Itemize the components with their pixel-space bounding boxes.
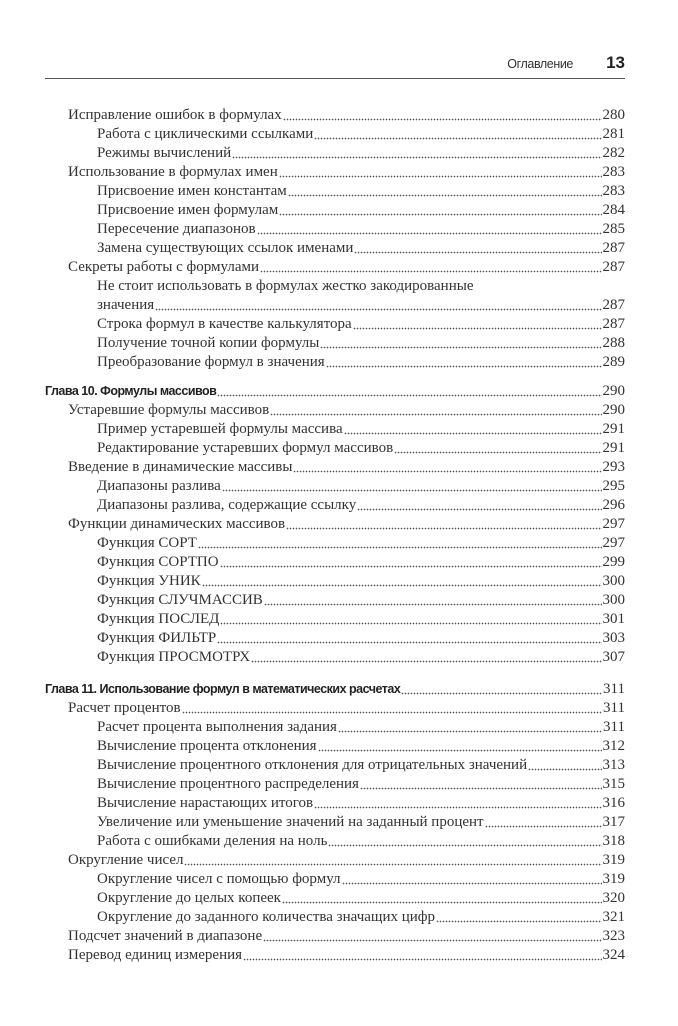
dot-leader — [286, 527, 601, 530]
toc-page-number: 291 — [602, 440, 625, 456]
dot-leader — [270, 413, 601, 416]
toc-entry[interactable] — [45, 401, 625, 420]
toc-entry[interactable] — [45, 699, 625, 718]
toc-entry[interactable] — [45, 572, 625, 591]
toc-entry[interactable] — [45, 813, 625, 832]
toc-entry-title: значения — [97, 297, 155, 313]
toc-entry-title: Функция ФИЛЬТР — [97, 630, 217, 646]
toc-entry-title: Функция УНИК — [97, 573, 201, 589]
toc-entry-title: Округление чисел — [68, 852, 184, 868]
toc-section-chapter10 — [45, 382, 625, 667]
page-number: 13 — [606, 53, 625, 72]
toc-page-number: 318 — [602, 833, 625, 849]
toc-entry-title: Исправление ошибок в формулах — [68, 107, 282, 123]
toc-page-number: 293 — [602, 459, 625, 475]
dot-leader — [232, 156, 601, 159]
dot-leader — [314, 806, 601, 809]
toc-entry-title: Функция СОРТ — [97, 535, 197, 551]
dot-leader — [436, 920, 602, 923]
dot-leader — [320, 346, 601, 349]
toc-page-number: 311 — [603, 719, 625, 735]
toc-page-number: 303 — [602, 630, 625, 646]
toc-entry[interactable] — [45, 946, 625, 965]
dot-leader — [344, 432, 602, 435]
dot-leader — [217, 394, 601, 397]
toc-entry-title: Замена существующих ссылок именами — [97, 240, 354, 256]
toc-entry[interactable] — [45, 201, 625, 220]
toc-page-number: 290 — [602, 383, 625, 399]
dot-leader — [293, 470, 601, 473]
toc-entry-title: Не стоит использовать в формулах жестко закодированные — [97, 278, 474, 294]
toc-entry-title: Пересечение диапазонов — [97, 221, 256, 237]
toc-entry-title: Присвоение имен формулам — [97, 202, 279, 218]
toc-page-number: 287 — [602, 259, 625, 275]
toc-entry-title: Вычисление процента отклонения — [97, 738, 317, 754]
dot-leader — [198, 546, 602, 549]
dot-leader — [357, 508, 601, 511]
toc-entry[interactable] — [45, 553, 625, 572]
toc-entry[interactable] — [45, 832, 625, 851]
toc-page-number: 290 — [602, 402, 625, 418]
toc-entry[interactable] — [45, 794, 625, 813]
toc-section-chapter9-continued — [45, 106, 625, 372]
dot-leader — [283, 118, 602, 121]
toc-section-chapter11 — [45, 680, 625, 965]
toc-entry-title: Диапазоны разлива, содержащие ссылку — [97, 497, 357, 513]
toc-page-number: 283 — [602, 183, 625, 199]
dot-leader — [182, 711, 603, 714]
dot-leader — [282, 901, 602, 904]
toc-entry-title: Функция ПОСЛЕД — [97, 611, 220, 627]
dot-leader — [360, 787, 602, 790]
running-header-title: Оглавление — [507, 57, 573, 71]
toc-entry[interactable] — [45, 144, 625, 163]
dot-leader — [202, 584, 602, 587]
toc-entry-title: Секреты работы с формулами — [68, 259, 260, 275]
toc-entry[interactable] — [45, 908, 625, 927]
toc-page-number: 288 — [602, 335, 625, 351]
toc-entry-title: Введение в динамические массивы — [68, 459, 293, 475]
toc-entry[interactable] — [45, 534, 625, 553]
toc-entry[interactable] — [45, 629, 625, 648]
dot-leader — [354, 251, 601, 254]
toc-page-number: 287 — [602, 297, 625, 313]
toc-entry[interactable] — [45, 163, 625, 182]
toc-entry[interactable] — [45, 220, 625, 239]
dot-leader — [220, 565, 602, 568]
toc-entry-title: Функция ПРОСМОТРХ — [97, 649, 251, 665]
toc-page-number: 300 — [602, 592, 625, 608]
toc-entry-title: Округление чисел с помощью формул — [97, 871, 341, 887]
dot-leader — [318, 749, 602, 752]
toc-page-number: 323 — [602, 928, 625, 944]
toc-entry-title: Увеличение или уменьшение значений на заданный процент — [97, 814, 484, 830]
toc-page-number: 297 — [602, 516, 625, 532]
dot-leader — [222, 489, 602, 492]
toc-entry[interactable] — [45, 927, 625, 946]
toc-entry-title: Получение точной копии формулы — [97, 335, 320, 351]
toc-page-number: 289 — [602, 354, 625, 370]
toc-entry[interactable] — [45, 851, 625, 870]
toc-entry[interactable] — [45, 334, 625, 353]
toc-entry-title: Глава 11. Использование формул в математических расчетах — [45, 682, 401, 696]
dot-leader — [401, 692, 602, 695]
toc-chapter-entry[interactable] — [45, 382, 625, 401]
dot-leader — [394, 451, 601, 454]
dot-leader — [257, 232, 602, 235]
toc-entry-title: Вычисление процентного распределения — [97, 776, 359, 792]
dot-leader — [338, 730, 602, 733]
toc-entry-title: Устаревшие формулы массивов — [68, 402, 270, 418]
toc-entry-title: Работа с циклическими ссылками — [97, 126, 314, 142]
dot-leader — [328, 844, 601, 847]
running-header — [45, 50, 625, 79]
toc-page-number: 317 — [602, 814, 625, 830]
dot-leader — [279, 175, 602, 178]
toc-chapter-entry[interactable] — [45, 680, 625, 699]
toc-entry-title: Функции динамических массивов — [68, 516, 286, 532]
dot-leader — [220, 622, 601, 625]
toc-page-number: 311 — [603, 700, 625, 716]
toc-page-number: 285 — [602, 221, 625, 237]
toc-page-number: 301 — [602, 611, 625, 627]
dot-leader — [342, 882, 602, 885]
toc-entry[interactable] — [45, 239, 625, 258]
toc-entry-title: Округление до заданного количества значащих цифр — [97, 909, 435, 925]
toc-page-number: 319 — [602, 852, 625, 868]
dot-leader — [353, 327, 602, 330]
toc-entry-title: Расчет процента выполнения задания — [97, 719, 337, 735]
toc-entry[interactable] — [45, 610, 625, 629]
toc-entry-title: Присвоение имен константам — [97, 183, 287, 199]
dot-leader — [279, 213, 601, 216]
dot-leader — [314, 137, 601, 140]
toc-entry-title: Подсчет значений в диапазоне — [68, 928, 263, 944]
toc-entry[interactable] — [45, 889, 625, 908]
dot-leader — [251, 660, 601, 663]
toc-entry[interactable] — [45, 775, 625, 794]
toc-entry[interactable] — [45, 353, 625, 372]
toc-page-number: 299 — [602, 554, 625, 570]
toc-entry[interactable] — [45, 258, 625, 277]
toc-entry[interactable] — [45, 420, 625, 439]
toc-entry[interactable] — [45, 439, 625, 458]
toc-page-number: 307 — [602, 649, 625, 665]
toc-entry[interactable] — [45, 648, 625, 667]
toc-entry[interactable] — [45, 870, 625, 889]
toc-page-number: 296 — [602, 497, 625, 513]
toc-entry-line — [45, 277, 625, 296]
toc-page-number: 313 — [602, 757, 625, 773]
toc-entry-title: Работа с ошибками деления на ноль — [97, 833, 328, 849]
dot-leader — [217, 641, 601, 644]
toc-page-number: 324 — [602, 947, 625, 963]
toc-entry[interactable] — [45, 591, 625, 610]
dot-leader — [260, 270, 601, 273]
toc-entry[interactable] — [45, 737, 625, 756]
toc-page-number: 283 — [602, 164, 625, 180]
toc-entry-title: Пример устаревшей формулы массива — [97, 421, 343, 437]
dot-leader — [485, 825, 602, 828]
toc-page-number: 320 — [602, 890, 625, 906]
toc-page-number: 315 — [602, 776, 625, 792]
toc-entry[interactable] — [45, 515, 625, 534]
toc-page-number: 291 — [602, 421, 625, 437]
toc-entry[interactable] — [45, 496, 625, 515]
toc-page-number: 297 — [602, 535, 625, 551]
toc-page-number: 319 — [602, 871, 625, 887]
toc-entry[interactable] — [45, 458, 625, 477]
toc-entry-title: Расчет процентов — [68, 700, 181, 716]
toc-entry[interactable] — [45, 315, 625, 334]
toc-page-number: 280 — [602, 107, 625, 123]
dot-leader — [326, 365, 602, 368]
toc-entry[interactable] — [45, 718, 625, 737]
dot-leader — [243, 958, 601, 961]
toc-page-number: 281 — [602, 126, 625, 142]
toc-entry[interactable] — [45, 477, 625, 496]
toc-entry-title: Строка формул в качестве калькулятора — [97, 316, 352, 332]
toc-entry-title: Перевод единиц измерения — [68, 947, 243, 963]
toc-entry[interactable] — [45, 125, 625, 144]
toc-page-number: 295 — [602, 478, 625, 494]
toc-entry-title: Вычисление нарастающих итогов — [97, 795, 314, 811]
toc-entry[interactable] — [45, 756, 625, 775]
toc-entry-title: Режимы вычислений — [97, 145, 232, 161]
toc-page-number: 287 — [602, 240, 625, 256]
toc-entry-title: Округление до целых копеек — [97, 890, 281, 906]
toc-entry[interactable] — [45, 182, 625, 201]
toc-entry-title: Функция СОРТПО — [97, 554, 219, 570]
toc-entry-title: Редактирование устаревших формул массивов — [97, 440, 394, 456]
dot-leader — [288, 194, 602, 197]
toc-page-number: 284 — [602, 202, 625, 218]
dot-leader — [264, 603, 602, 606]
toc-page-number: 287 — [602, 316, 625, 332]
toc-page-number: 300 — [602, 573, 625, 589]
toc-page-number: 311 — [603, 681, 625, 697]
toc-page-number: 321 — [602, 909, 625, 925]
toc-entry-title: Вычисление процентного отклонения для отрицательных значений — [97, 757, 528, 773]
toc-entry-title: Преобразование формул в значения — [97, 354, 325, 370]
toc-entry-title: Использование в формулах имен — [68, 164, 278, 180]
toc-entry-title: Глава 10. Формулы массивов — [45, 384, 217, 398]
dot-leader — [263, 939, 601, 942]
toc-page-number: 282 — [602, 145, 625, 161]
toc-page-number: 316 — [602, 795, 625, 811]
dot-leader — [528, 768, 601, 771]
toc-page-number: 312 — [602, 738, 625, 754]
dot-leader — [184, 863, 601, 866]
toc-entry[interactable] — [45, 106, 625, 125]
toc-entry-title: Диапазоны разлива — [97, 478, 221, 494]
dot-leader — [155, 308, 601, 311]
toc-entry[interactable] — [45, 296, 625, 315]
toc-entry-title: Функция СЛУЧМАССИВ — [97, 592, 263, 608]
